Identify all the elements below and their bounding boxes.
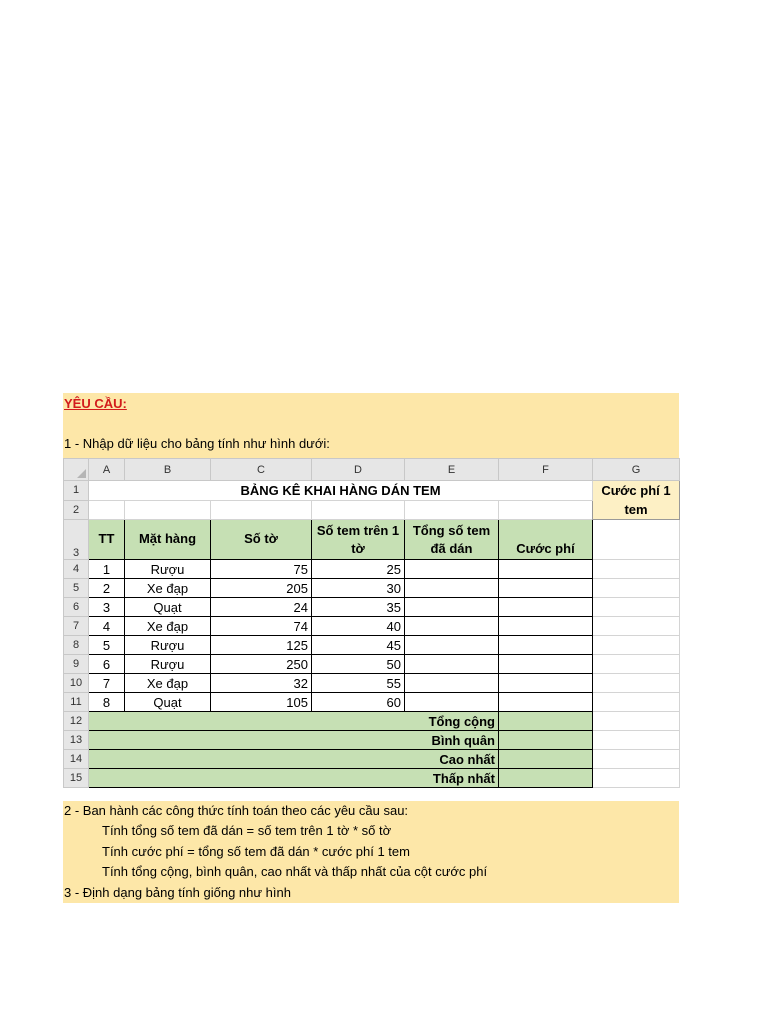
cell-tt[interactable]: 3 <box>89 598 125 617</box>
cell-item[interactable]: Xe đạp <box>125 579 211 598</box>
cell-total-stamps[interactable] <box>405 655 499 674</box>
row-header-13[interactable]: 13 <box>64 731 89 750</box>
cell-total-stamps[interactable] <box>405 579 499 598</box>
cell-tt[interactable]: 6 <box>89 655 125 674</box>
cell-item[interactable]: Rượu <box>125 655 211 674</box>
row-header-14[interactable]: 14 <box>64 750 89 769</box>
header-item[interactable]: Mặt hàng <box>125 520 211 560</box>
cell-fee[interactable] <box>499 598 593 617</box>
cell-g[interactable] <box>593 598 680 617</box>
header-stamps-per-sheet[interactable]: Số tem trên 1 tờ <box>312 520 405 560</box>
row-header-8[interactable]: 8 <box>64 636 89 655</box>
column-header-e[interactable]: E <box>405 459 499 481</box>
table-title[interactable]: BẢNG KÊ KHAI HÀNG DÁN TEM <box>89 481 593 501</box>
cell-a2[interactable] <box>89 500 125 520</box>
summary-total-value[interactable] <box>499 712 593 731</box>
cell-g[interactable] <box>593 693 680 712</box>
requirement-step-2-item: Tính tổng cộng, bình quân, cao nhất và thấp nhất của cột cước phí <box>102 864 488 879</box>
cell-g[interactable] <box>593 636 680 655</box>
cell-stamps[interactable]: 55 <box>312 674 405 693</box>
cell-sheets[interactable]: 74 <box>211 617 312 636</box>
cell-fee[interactable] <box>499 636 593 655</box>
cell-e2[interactable] <box>405 500 499 520</box>
cell-stamps[interactable]: 60 <box>312 693 405 712</box>
summary-average-value[interactable] <box>499 731 593 750</box>
row-header-7[interactable]: 7 <box>64 617 89 636</box>
cell-c2[interactable] <box>211 500 312 520</box>
cell-total-stamps[interactable] <box>405 617 499 636</box>
cell-total-stamps[interactable] <box>405 560 499 579</box>
row-header-3[interactable]: 3 <box>64 520 89 560</box>
header-fee[interactable]: Cước phí <box>499 520 593 560</box>
cell-g[interactable] <box>593 617 680 636</box>
column-header-d[interactable]: D <box>312 459 405 481</box>
select-all-triangle-icon <box>77 469 86 478</box>
cell-g[interactable] <box>593 712 680 731</box>
cell-item[interactable]: Rượu <box>125 636 211 655</box>
cell-stamps[interactable]: 40 <box>312 617 405 636</box>
requirement-step-2: 2 - Ban hành các công thức tính toán theo các yêu cầu sau: <box>64 803 409 818</box>
column-header-b[interactable]: B <box>125 459 211 481</box>
cell-tt[interactable]: 8 <box>89 693 125 712</box>
cell-total-stamps[interactable] <box>405 693 499 712</box>
cell-stamps[interactable]: 25 <box>312 560 405 579</box>
row-header-5[interactable]: 5 <box>64 579 89 598</box>
summary-average-label[interactable]: Bình quân <box>89 731 499 750</box>
summary-min-label[interactable]: Thấp nhất <box>89 769 499 788</box>
cell-fee[interactable] <box>499 617 593 636</box>
summary-max-value[interactable] <box>499 750 593 769</box>
cell-fee[interactable] <box>499 560 593 579</box>
column-header-g[interactable]: G <box>593 459 680 481</box>
cell-sheets[interactable]: 125 <box>211 636 312 655</box>
row-header-4[interactable]: 4 <box>64 560 89 579</box>
cell-sheets[interactable]: 105 <box>211 693 312 712</box>
cell-g[interactable] <box>593 674 680 693</box>
cell-sheets[interactable]: 32 <box>211 674 312 693</box>
cell-total-stamps[interactable] <box>405 674 499 693</box>
cell-fee[interactable] <box>499 655 593 674</box>
column-header-f[interactable]: F <box>499 459 593 481</box>
cell-fee[interactable] <box>499 674 593 693</box>
summary-min-value[interactable] <box>499 769 593 788</box>
cell-fee[interactable] <box>499 579 593 598</box>
cell-tt[interactable]: 2 <box>89 579 125 598</box>
cell-b2[interactable] <box>125 500 211 520</box>
requirement-step-1: 1 - Nhập dữ liệu cho bảng tính như hình dưới: <box>64 436 330 451</box>
cell-item[interactable]: Rượu <box>125 560 211 579</box>
cell-f2[interactable] <box>499 500 593 520</box>
cell-g[interactable] <box>593 731 680 750</box>
cell-tt[interactable]: 1 <box>89 560 125 579</box>
cell-fee[interactable] <box>499 693 593 712</box>
requirement-step-3: 3 - Định dạng bảng tính giống như hình <box>64 885 291 900</box>
cell-stamps[interactable]: 35 <box>312 598 405 617</box>
header-tt[interactable]: TT <box>89 520 125 560</box>
cell-stamps[interactable]: 50 <box>312 655 405 674</box>
cell-g[interactable] <box>593 655 680 674</box>
cell-item[interactable]: Xe đạp <box>125 617 211 636</box>
row-header-12[interactable]: 12 <box>64 712 89 731</box>
row-header-6[interactable]: 6 <box>64 598 89 617</box>
cell-item[interactable]: Quạt <box>125 693 211 712</box>
cell-sheets[interactable]: 250 <box>211 655 312 674</box>
requirements-title: YÊU CẦU: <box>64 396 127 411</box>
header-sheets[interactable]: Số tờ <box>211 520 312 560</box>
spreadsheet-grid <box>63 458 680 788</box>
cell-g3[interactable] <box>593 520 680 560</box>
summary-total-label[interactable]: Tổng cộng <box>89 712 499 731</box>
cell-tt[interactable]: 5 <box>89 636 125 655</box>
header-total-stamps[interactable]: Tổng số tem đã dán <box>405 520 499 560</box>
cell-g[interactable] <box>593 579 680 598</box>
cell-total-stamps[interactable] <box>405 598 499 617</box>
summary-max-label[interactable]: Cao nhất <box>89 750 499 769</box>
row-header-1[interactable]: 1 <box>64 481 89 501</box>
requirement-step-2-item: Tính cước phí = tổng số tem đã dán * cước phí 1 tem <box>102 844 410 859</box>
row-header-2[interactable]: 2 <box>64 500 89 520</box>
cell-sheets[interactable]: 205 <box>211 579 312 598</box>
row-header-15[interactable]: 15 <box>64 769 89 788</box>
row-header-11[interactable]: 11 <box>64 693 89 712</box>
cell-sheets[interactable]: 75 <box>211 560 312 579</box>
cell-total-stamps[interactable] <box>405 636 499 655</box>
column-header-c[interactable]: C <box>211 459 312 481</box>
cell-d2[interactable] <box>312 500 405 520</box>
cell-item[interactable]: Quạt <box>125 598 211 617</box>
cell-tt[interactable]: 7 <box>89 674 125 693</box>
column-header-a[interactable]: A <box>89 459 125 481</box>
cell-g[interactable] <box>593 560 680 579</box>
cell-sheets[interactable]: 24 <box>211 598 312 617</box>
cell-stamps[interactable]: 45 <box>312 636 405 655</box>
select-all-corner[interactable] <box>64 459 89 481</box>
requirement-step-2-item: Tính tổng số tem đã dán = số tem trên 1 tờ * số tờ <box>102 823 392 838</box>
row-header-10[interactable]: 10 <box>64 674 89 693</box>
cell-tt[interactable]: 4 <box>89 617 125 636</box>
cell-g[interactable] <box>593 750 680 769</box>
cell-g[interactable] <box>593 769 680 788</box>
stamp-fee-label-cell[interactable]: Cước phí 1 tem <box>593 481 680 520</box>
cell-item[interactable]: Xe đạp <box>125 674 211 693</box>
row-header-9[interactable]: 9 <box>64 655 89 674</box>
cell-stamps[interactable]: 30 <box>312 579 405 598</box>
